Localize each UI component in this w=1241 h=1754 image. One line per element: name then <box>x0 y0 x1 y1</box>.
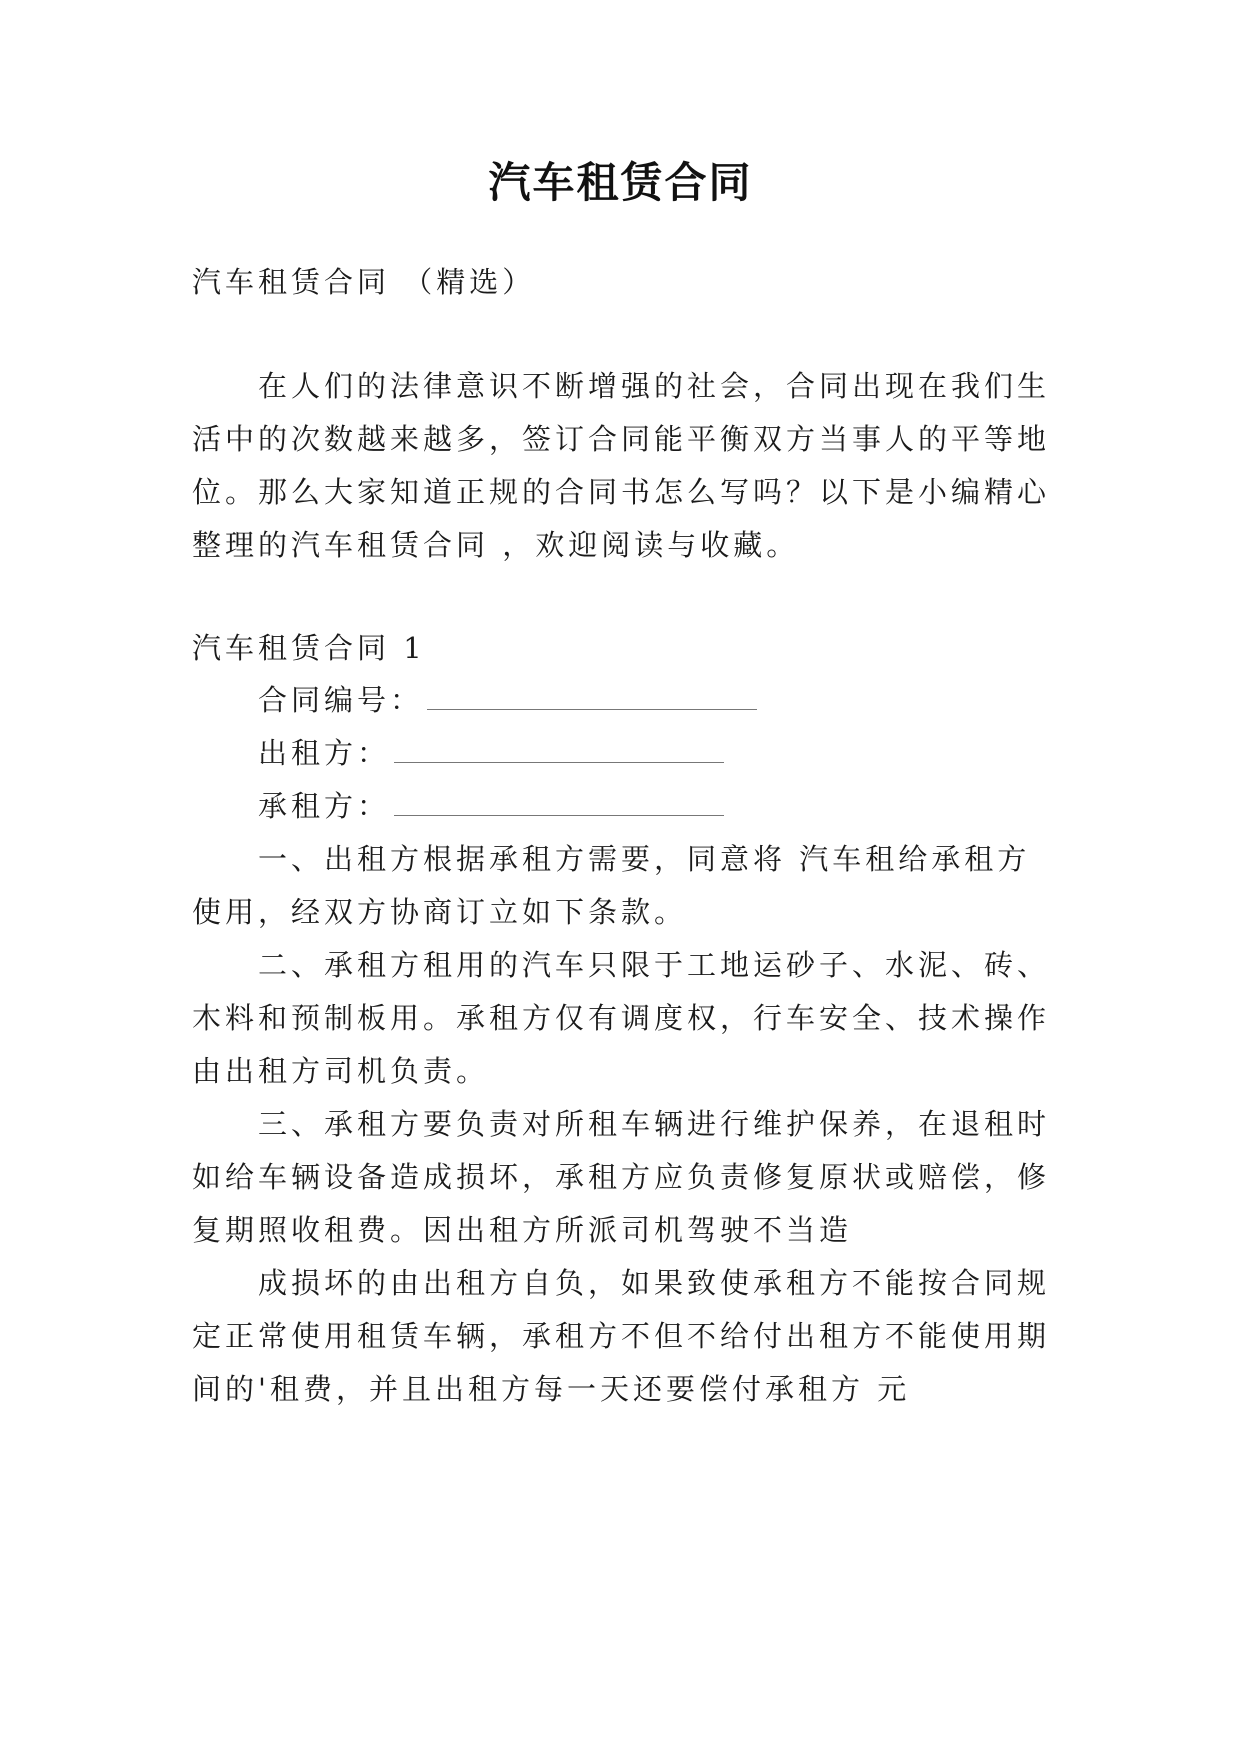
document-subtitle: 汽车租赁合同 （精选） <box>192 265 536 299</box>
intro-line-1: 在人们的法律意识不断增强的社会，合同出现在我们生 <box>258 369 1051 403</box>
lessee-field <box>258 786 724 826</box>
clause-line-11: 间的'租费，并且出租方每一天还要偿付承租方 元 <box>192 1372 911 1406</box>
intro-line-2: 活中的次数越来越多，签订合同能平衡双方当事人的平等地 <box>192 422 1051 456</box>
intro-line-4: 整理的汽车租赁合同 ，欢迎阅读与收藏。 <box>192 528 800 562</box>
contract-number-blank <box>427 683 757 710</box>
clause-line-9: 成损坏的由出租方自负，如果致使承租方不能按合同规 <box>258 1266 1051 1300</box>
clause-line-3: 二、承租方租用的汽车只限于工地运砂子、水泥、砖、 <box>258 948 1051 982</box>
clause-line-5: 由出租方司机负责。 <box>192 1054 490 1088</box>
clause-line-6: 三、承租方要负责对所租车辆进行维护保养，在退租时 <box>258 1107 1051 1141</box>
clause-line-7: 如给车辆设备造成损坏，承租方应负责修复原状或赔偿，修 <box>192 1160 1051 1194</box>
lessor-label: 出租方： <box>258 736 391 770</box>
lessor-blank <box>394 736 724 763</box>
clause-line-1: 一、出租方根据承租方需要，同意将 汽车租给承租方 <box>258 842 1031 876</box>
clause-line-8: 复期照收租费。因出租方所派司机驾驶不当造 <box>192 1213 853 1247</box>
contract-number-field <box>258 680 757 720</box>
clause-line-4: 木料和预制板用。承租方仅有调度权，行车安全、技术操作 <box>192 1001 1051 1035</box>
clause-line-2: 使用，经双方协商订立如下条款。 <box>192 895 688 929</box>
intro-line-3: 位。那么大家知道正规的合同书怎么写吗？以下是小编精心 <box>192 475 1051 509</box>
clause-line-10: 定正常使用租赁车辆，承租方不但不给付出租方不能使用期 <box>192 1319 1051 1353</box>
lessor-field <box>258 733 724 773</box>
lessee-blank <box>394 789 724 816</box>
contract-number-label: 合同编号： <box>258 683 424 717</box>
lessee-label: 承租方： <box>258 789 391 823</box>
section-heading: 汽车租赁合同 1 <box>192 631 426 665</box>
document-title: 汽车租赁合同 <box>488 158 753 207</box>
